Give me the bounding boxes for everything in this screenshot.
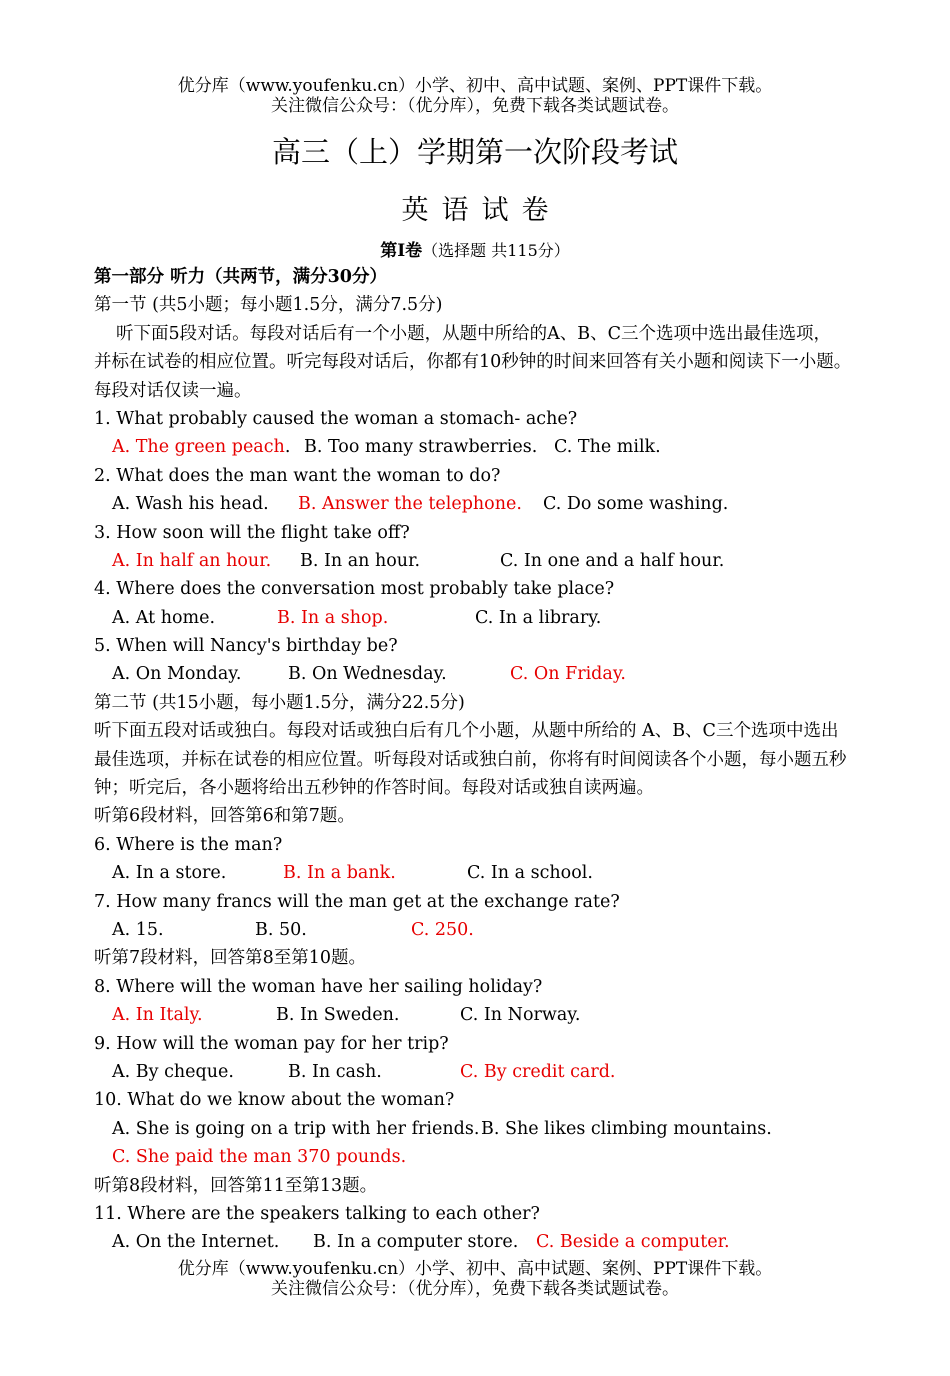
section2-instruction: 听下面五段对话或独白。每段对话或独白后有几个小题，从题中所给的 A、B、C三个选项中选出 <box>94 721 839 742</box>
question-11-options <box>94 1228 934 1256</box>
page-header <box>0 76 950 116</box>
q1-option-a: A. The green peach. <box>112 437 291 458</box>
q10-option-c: C. She paid the man 370 pounds. <box>112 1147 407 1168</box>
q7-option-a: A. 15. <box>112 919 164 940</box>
footer-line-2: 关注微信公众号：（优分库），免费下载各类试题试卷。 <box>271 1279 679 1299</box>
part1-heading: 第一部分 听力（共两节，满分30分） <box>94 267 387 287</box>
section2-instruction: 钟；听完后，各小题将给出五秒钟的作答时间。每段对话或独自读两遍。 <box>94 778 654 799</box>
section1-instruction: 每段对话仅读一遍。 <box>94 380 252 401</box>
q5-option-c: C. On Friday. <box>510 664 626 685</box>
question-5-options <box>94 660 934 688</box>
q11-option-c: C. Beside a computer. <box>536 1232 730 1253</box>
exam-title: 高三（上）学期第一次阶段考试 <box>271 135 678 169</box>
question-5-stem: 5. When will Nancy's birthday be? <box>94 636 398 657</box>
section1-instruction: 听下面5段对话。每段对话后有一个小题，从题中所给的A、B、C三个选项中选出最佳选项， <box>116 323 832 344</box>
question-6-options <box>94 859 934 887</box>
q11-option-a: A. On the Internet. <box>112 1232 280 1253</box>
volume-note: （选择题 共115分） <box>422 241 570 260</box>
q2-option-c: C. Do some washing. <box>543 494 729 515</box>
question-7-options <box>94 916 934 944</box>
q6-option-a: A. In a store. <box>112 863 227 884</box>
section2-instruction: 最佳选项，并标在试卷的相应位置。听每段对话或独白前，你将有时间阅读各个小题，每小题五秒 <box>94 749 847 770</box>
q3-option-b: B. In an hour. <box>300 550 421 571</box>
q6-option-c: C. In a school. <box>467 863 593 884</box>
question-9-options <box>94 1058 934 1086</box>
question-3-stem: 3. How soon will the flight take off? <box>94 522 410 543</box>
question-6-stem: 6. Where is the man? <box>94 834 283 855</box>
q9-option-a: A. By cheque. <box>112 1061 234 1082</box>
question-8-stem: 8. Where will the woman have her sailing holiday? <box>94 976 543 997</box>
page-footer <box>0 1259 950 1299</box>
footer-line-1: 优分库（www.youfenku.cn）小学、初中、高中试题、案例、PPT课件下载。 <box>177 1259 773 1279</box>
q8-option-b: B. In Sweden. <box>276 1005 400 1026</box>
q10-option-a: A. She is going on a trip with her friends. <box>112 1118 480 1139</box>
question-1-stem: 1. What probably caused the woman a stomach- ache? <box>94 408 578 429</box>
q4-option-c: C. In a library. <box>475 607 602 628</box>
header-line-2: 关注微信公众号：（优分库），免费下载各类试题试卷。 <box>271 96 679 116</box>
q5-option-a: A. On Monday. <box>112 664 242 685</box>
material-6-note: 听第6段材料，回答第6和第7题。 <box>94 806 355 827</box>
volume-label: 第I卷 <box>380 241 423 261</box>
section1-heading: 第一节 (共5小题；每小题1.5分，满分7.5分) <box>94 295 443 316</box>
q11-option-b: B. In a computer store. <box>313 1232 519 1253</box>
question-10-options <box>94 1115 934 1143</box>
q6-option-b: B. In a bank. <box>283 863 396 884</box>
q4-option-a: A. At home. <box>112 607 216 628</box>
volume-heading <box>0 236 950 261</box>
question-4-stem: 4. Where does the conversation most probably take place? <box>94 579 615 600</box>
question-8-options <box>94 1001 934 1029</box>
q8-option-a: A. In Italy. <box>112 1005 203 1026</box>
exam-content <box>94 263 934 1257</box>
q7-option-c: C. 250. <box>411 919 474 940</box>
question-2-options <box>94 490 934 518</box>
q7-option-b: B. 50. <box>255 919 307 940</box>
question-10-option-c-line <box>94 1143 934 1171</box>
q8-option-c: C. In Norway. <box>460 1005 581 1026</box>
q2-option-b: B. Answer the telephone. <box>298 494 522 515</box>
q3-option-a: A. In half an hour. <box>112 550 272 571</box>
material-7-note: 听第7段材料，回答第8至第10题。 <box>94 948 367 969</box>
q10-option-b: B. She likes climbing mountains. <box>481 1118 772 1139</box>
question-1-options <box>94 433 934 461</box>
section2-heading: 第二节 (共15小题，每小题1.5分，满分22.5分) <box>94 692 465 713</box>
q4-option-b: B. In a shop. <box>277 607 389 628</box>
question-7-stem: 7. How many francs will the man get at the exchange rate? <box>94 891 620 912</box>
question-10-stem: 10. What do we know about the woman? <box>94 1090 455 1111</box>
question-4-options <box>94 604 934 632</box>
question-11-stem: 11. Where are the speakers talking to each other? <box>94 1203 540 1224</box>
question-3-options <box>94 547 934 575</box>
q1-option-b: B. Too many strawberries. <box>304 437 538 458</box>
exam-subtitle: 英语试卷 <box>401 195 562 226</box>
q1-option-c: C. The milk. <box>554 437 661 458</box>
question-2-stem: 2. What does the man want the woman to do? <box>94 465 501 486</box>
header-line-1: 优分库（www.youfenku.cn）小学、初中、高中试题、案例、PPT课件下载。 <box>177 76 773 96</box>
q9-option-b: B. In cash. <box>288 1061 382 1082</box>
q5-option-b: B. On Wednesday. <box>288 664 447 685</box>
question-9-stem: 9. How will the woman pay for her trip? <box>94 1033 449 1054</box>
section1-instruction: 并标在试卷的相应位置。听完每段对话后，你都有10秒钟的时间来回答有关小题和阅读下一小题。 <box>94 352 852 373</box>
q9-option-c: C. By credit card. <box>460 1061 616 1082</box>
q3-option-c: C. In one and a half hour. <box>500 550 725 571</box>
material-8-note: 听第8段材料，回答第11至第13题。 <box>94 1175 378 1196</box>
q2-option-a: A. Wash his head. <box>112 494 269 515</box>
